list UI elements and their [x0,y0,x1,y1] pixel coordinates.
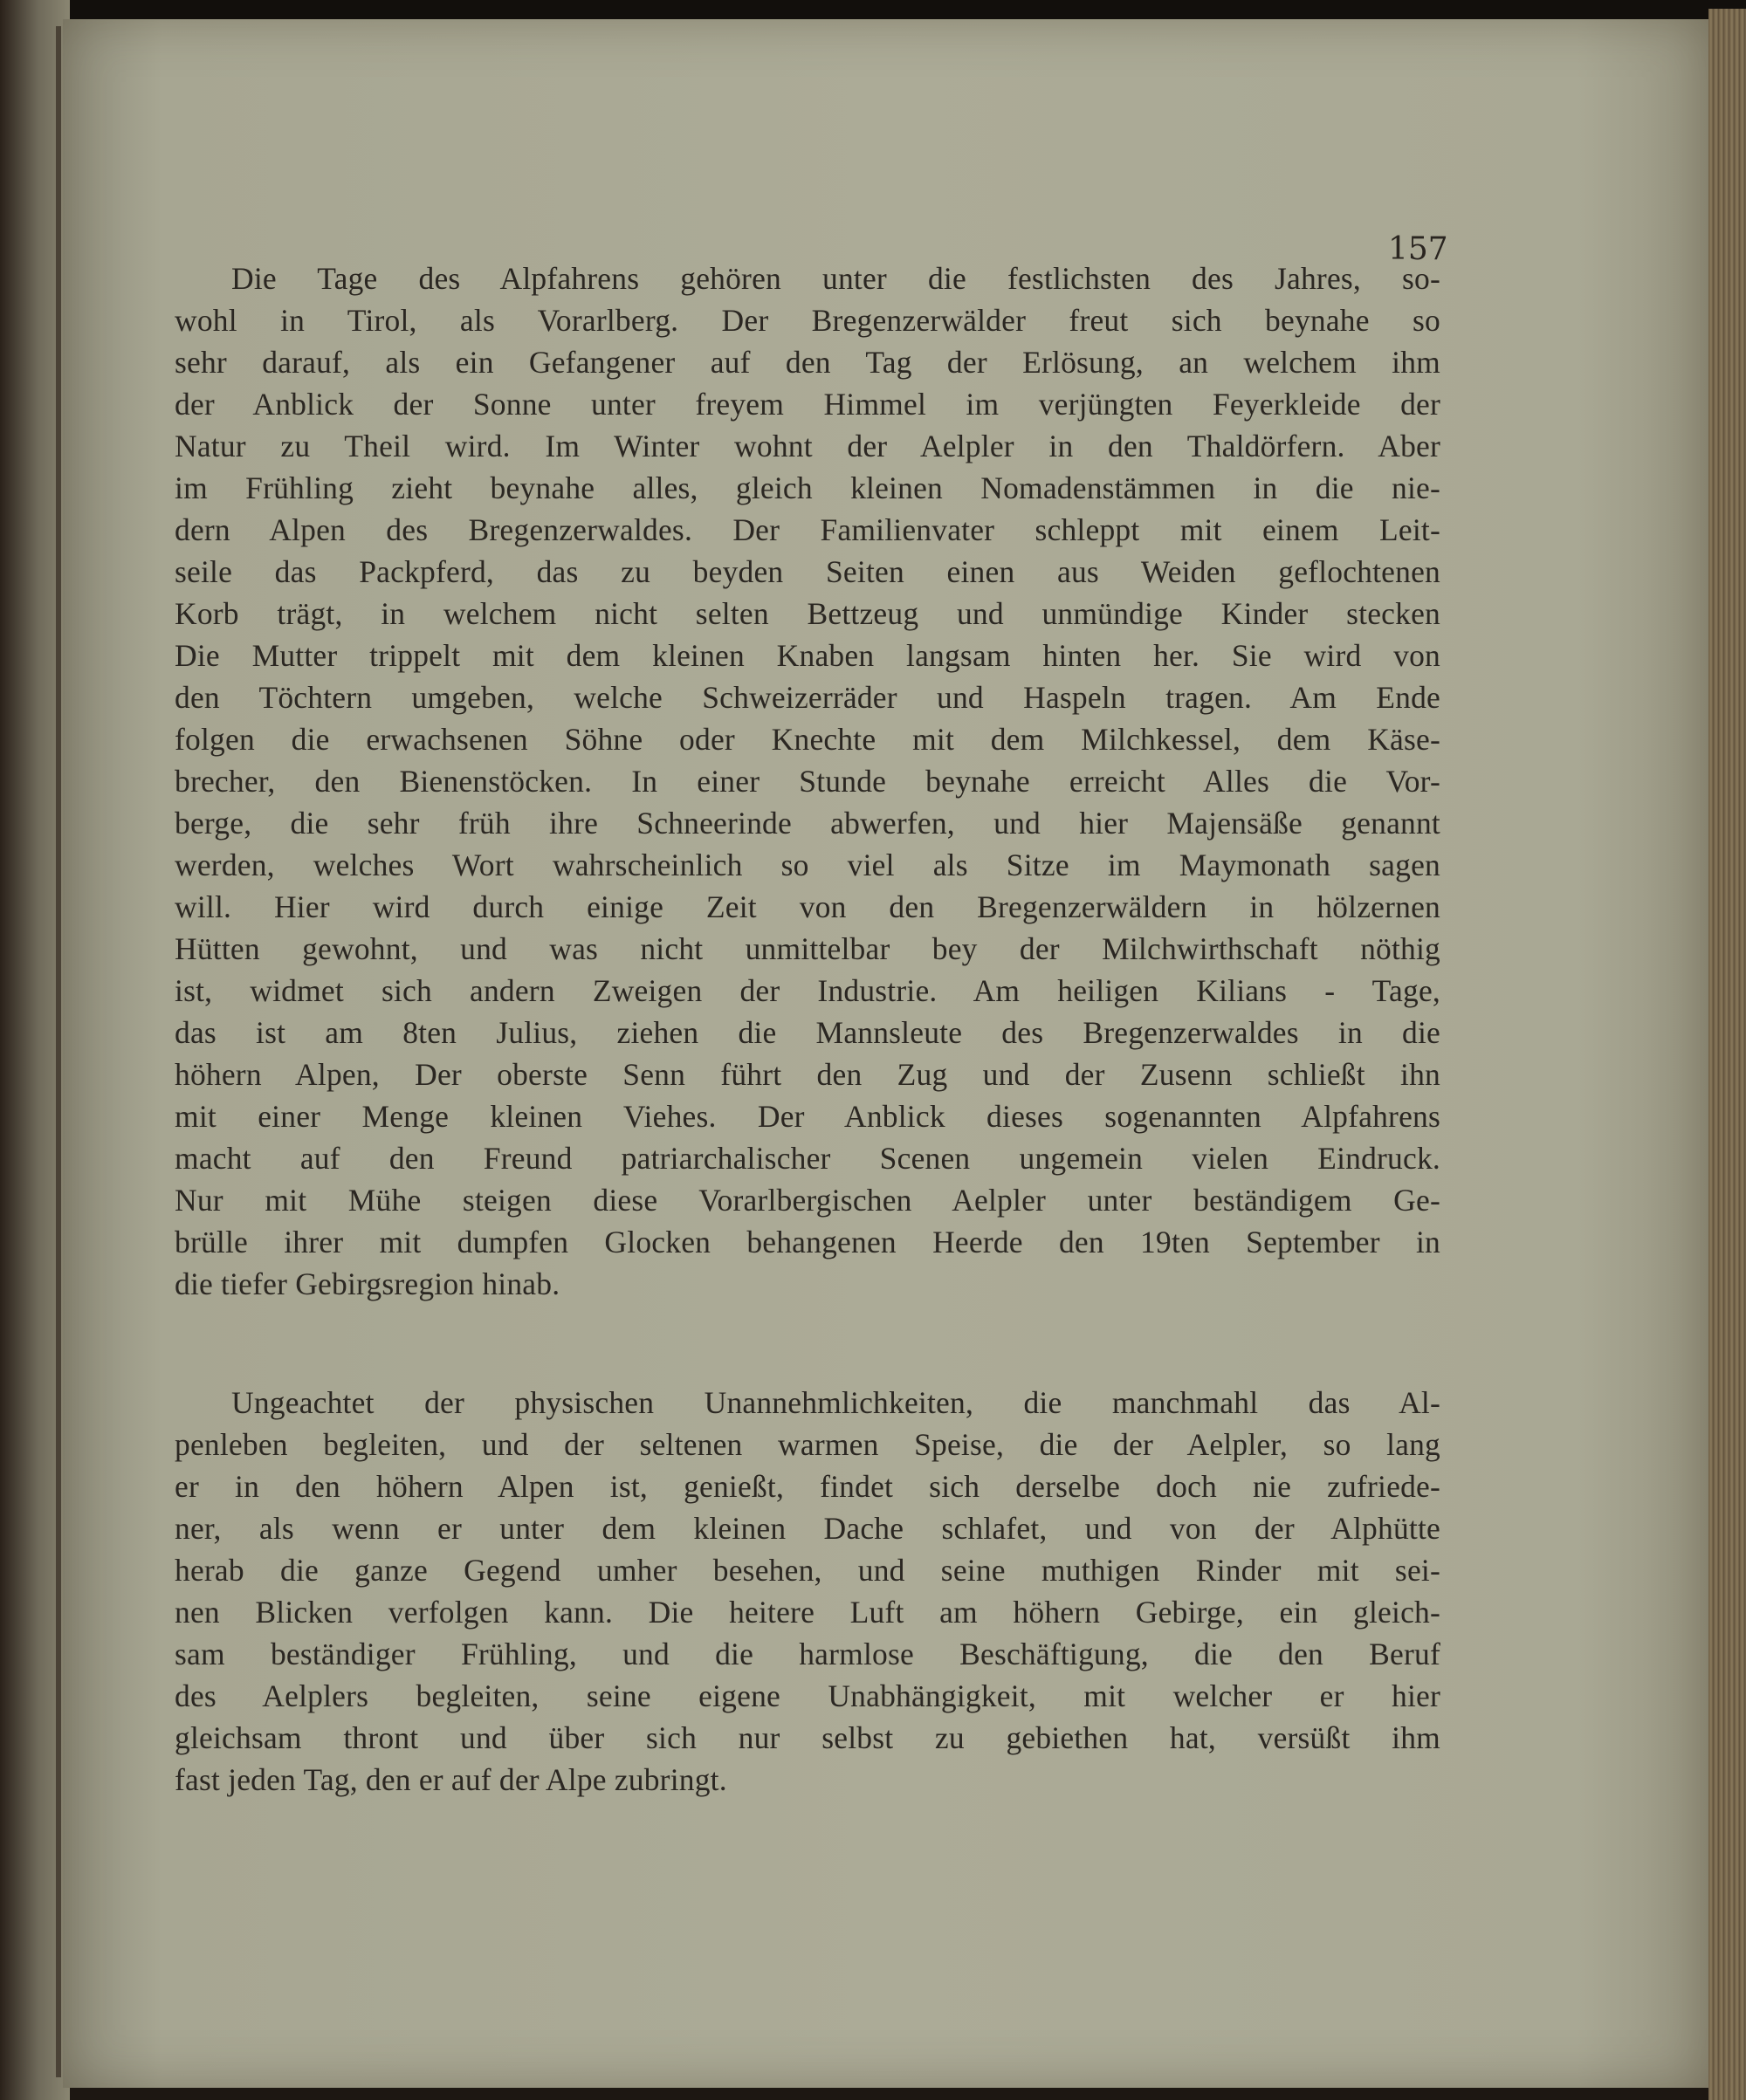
page-text [175,257,1440,1801]
text-line: Die Tage des Alpfahrens gehören unter die festlichsten des Jahres, so- [231,261,1440,296]
text-line: werden, welches Wort wahrscheinlich so viel als Sitze im Maymonath sagen [175,848,1440,882]
text-line: seile das Packpferd, das zu beyden Seiten einen aus Weiden geflochtenen [175,554,1440,589]
text-line: dern Alpen des Bregenzerwaldes. Der Familienvater schleppt mit einem Leit- [175,512,1440,547]
paragraph-1 [175,257,1440,1305]
text-line: herab die ganze Gegend umher besehen, und seine muthigen Rinder mit sei- [175,1553,1440,1588]
text-line: sehr darauf, als ein Gefangener auf den Tag der Erlösung, an welchem ihm [175,345,1440,380]
text-line: Nur mit Mühe steigen diese Vorarlbergischen Aelpler unter beständigem Ge- [175,1183,1440,1218]
text-line: brülle ihrer mit dumpfen Glocken behangenen Heerde den 19ten September in [175,1225,1440,1259]
text-line: fast jeden Tag, den er auf der Alpe zubringt. [175,1762,727,1797]
text-line: er in den höhern Alpen ist, genießt, findet sich derselbe doch nie zufriede- [175,1469,1440,1504]
text-line: macht auf den Freund patriarchalischer Scenen ungemein vielen Eindruck. [175,1141,1440,1176]
book-spine [56,26,61,2077]
text-line: will. Hier wird durch einige Zeit von den Bregenzerwäldern in hölzernen [175,889,1440,924]
page-stack-edge [1708,9,1746,2100]
paragraph-gap [175,1305,1440,1382]
text-line: die tiefer Gebirgsregion hinab. [175,1266,560,1301]
text-line: mit einer Menge kleinen Viehes. Der Anblick dieses sogenannten Alpfahrens [175,1099,1440,1134]
text-line: penleben begleiten, und der seltenen warmen Speise, die der Aelpler, so lang [175,1427,1440,1462]
text-line: ist, widmet sich andern Zweigen der Industrie. Am heiligen Kilians - Tage, [175,973,1440,1008]
text-line: berge, die sehr früh ihre Schneerinde abwerfen, und hier Majensäße genannt [175,806,1440,841]
text-line: des Aelplers begleiten, seine eigene Unabhängigkeit, mit welcher er hier [175,1678,1440,1713]
text-line: den Töchtern umgeben, welche Schweizerräder und Haspeln tragen. Am Ende [175,680,1440,715]
text-line: Korb trägt, in welchem nicht selten Bettzeug und unmündige Kinder stecken [175,596,1440,631]
text-line: das ist am 8ten Julius, ziehen die Mannsleute des Bregenzerwaldes in die [175,1015,1440,1050]
text-line: ner, als wenn er unter dem kleinen Dache schlafet, und von der Alphütte [175,1511,1440,1546]
text-line: höhern Alpen, Der oberste Senn führt den Zug und der Zusenn schließt ihn [175,1057,1440,1092]
text-line: der Anblick der Sonne unter freyem Himmel im verjüngten Feyerkleide der [175,387,1440,422]
text-line: brecher, den Bienenstöcken. In einer Stunde beynahe erreicht Alles die Vor- [175,764,1440,799]
text-line: nen Blicken verfolgen kann. Die heitere Luft am höhern Gebirge, ein gleich- [175,1595,1440,1630]
text-line: Die Mutter trippelt mit dem kleinen Knaben langsam hinten her. Sie wird von [175,638,1440,673]
text-line: wohl in Tirol, als Vorarlberg. Der Bregenzerwälder freut sich beynahe so [175,303,1440,338]
text-line: folgen die erwachsenen Söhne oder Knechte mit dem Milchkessel, dem Käse- [175,722,1440,757]
text-line: im Frühling zieht beynahe alles, gleich kleinen Nomadenstämmen in die nie- [175,470,1440,505]
text-line: Ungeachtet der physischen Unannehmlichkeiten, die manchmahl das Al- [231,1385,1440,1420]
paragraph-2 [175,1382,1440,1801]
text-line: gleichsam thront und über sich nur selbst zu gebiethen hat, versüßt ihm [175,1720,1440,1755]
text-line: Natur zu Theil wird. Im Winter wohnt der Aelpler in den Thaldörfern. Aber [175,429,1440,463]
page-number: 157 [1388,231,1448,267]
text-line: sam beständiger Frühling, und die harmlose Beschäftigung, die den Beruf [175,1637,1440,1671]
text-line: Hütten gewohnt, und was nicht unmittelbar bey der Milchwirthschaft nöthig [175,931,1440,966]
